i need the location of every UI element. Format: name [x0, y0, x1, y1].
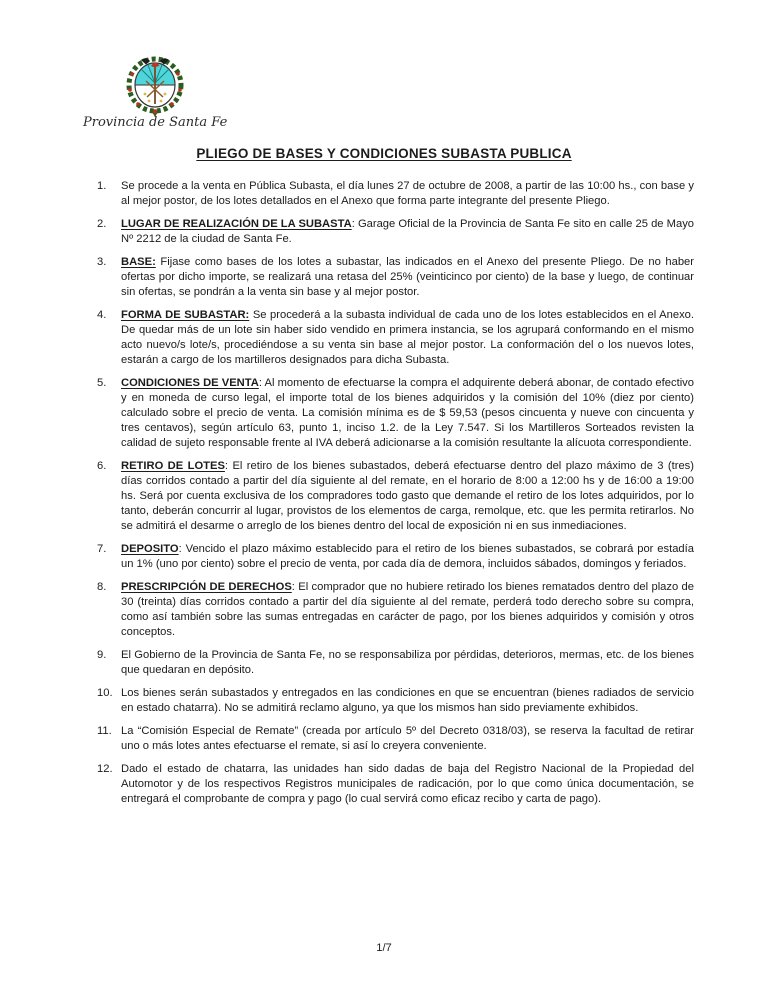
list-item-3 — [97, 255, 694, 300]
item-number: 5. — [97, 377, 107, 389]
page-number: 1/7 — [376, 942, 392, 954]
coat-of-arms-icon — [124, 56, 186, 118]
item-number: 4. — [97, 309, 107, 321]
item-label: DEPOSITO — [121, 543, 179, 555]
item-separator: : — [351, 218, 358, 230]
item-number: 7. — [97, 543, 107, 555]
item-paragraph: Se procede a la venta en Pública Subasta, el día lunes 27 de octubre de 2008, a partir de las 10:00 hs., con base y al mejor postor, de los lotes detallados en el Anexo que forma parte integrante del presente Pliego. — [121, 180, 694, 207]
item-paragraph: Al momento de efectuarse la compra el adquirente deberá abonar, de contado efectivo y en moneda de curso legal, el importe total de los bienes adquiridos y la comisión del 10% (diez por ciento) calculado sobre el precio de venta. La comisión mínima es de $ 59,53 (pesos cincuenta y nueve con cincuenta y tres centavos), según artículo 63, punto 1, inciso 1.2. de la Ley 7.547. Si los Martilleros Sorteados revisten la calidad de sujeto responsable frente al IVA deberá adicionarse a la comisión resultante la alícuota correspondiente. — [121, 377, 694, 449]
item-text — [121, 255, 694, 300]
item-paragraph: El comprador que no hubiere retirado los bienes rematados dentro del plazo de 30 (treinta) días corridos contado a partir del día siguiente al del remate, perderá todo derecho sobre su compra, como así también sobre las sumas entregadas en carácter de pago, por los bienes adquiridos y comisión y otros conceptos. — [121, 581, 694, 638]
list-item-9 — [97, 648, 694, 678]
list-item-1 — [97, 179, 694, 209]
list-item-10 — [97, 686, 694, 716]
item-label: BASE: — [121, 256, 156, 268]
item-text — [121, 217, 694, 247]
item-number: 9. — [97, 649, 107, 661]
item-paragraph: Dado el estado de chatarra, las unidades han sido dadas de baja del Registro Nacional de la Propiedad del Automotor y de los respectivos Registros municipales de radicación, por lo que como única documentación, se entregará el comprobante de compra y pago (lo cual servirá como eficaz recibo y carta de pago). — [121, 763, 694, 805]
item-number: 1. — [97, 180, 107, 192]
item-separator: : — [224, 460, 233, 472]
item-paragraph: El Gobierno de la Provincia de Santa Fe, no se responsabiliza por pérdidas, deterioros, mermas, etc. de los bienes que quedaran en depósito. — [121, 649, 694, 676]
item-text — [121, 179, 694, 209]
item-label: LUGAR DE REALIZACIÓN DE LA SUBASTA — [121, 218, 352, 230]
item-text — [121, 542, 694, 572]
item-text — [121, 376, 694, 451]
list-item-8 — [97, 580, 694, 640]
list-item-6 — [97, 459, 694, 534]
item-number: 6. — [97, 460, 107, 472]
item-paragraph: Garage Oficial de la Provincia de Santa Fe sito en calle 25 de Mayo Nº 2212 de la ciudad de Santa Fe. — [121, 218, 695, 245]
item-paragraph: El retiro de los bienes subastados, deberá efectuarse dentro del plazo máximo de 3 (tres) días corridos contado a partir del día siguiente al del remate, en el horario de 8:00 a 12:00 hs y de 16:00 a 19:00 hs. Será por cuenta exclusiva de los compradores todo gasto que demande el retiro de los lotes adquiridos, por lo tanto, deberán concurrir al lugar, provistos de los elementos de carga, remolque, etc. que les permita retirarlos. No se admitirá el desarme o arreglo de los bienes dentro del local de exposición ni en sus inmediaciones. — [121, 460, 694, 532]
page-title: PLIEGO DE BASES Y CONDICIONES SUBASTA PUBLICA — [196, 146, 572, 161]
item-label: CONDICIONES DE VENTA — [121, 377, 259, 389]
provincia-logo-block — [83, 56, 227, 130]
list-item-12 — [97, 762, 694, 807]
logo-caption: Provincia de Santa Fe — [83, 115, 228, 130]
list-item-5 — [97, 376, 694, 451]
item-number: 2. — [97, 218, 107, 230]
item-number: 8. — [97, 581, 107, 593]
item-text — [121, 459, 694, 534]
item-separator: : — [258, 377, 265, 389]
item-number: 3. — [97, 256, 107, 268]
item-number: 10. — [97, 687, 113, 699]
item-paragraph: Vencido el plazo máximo establecido para el retiro de los bienes subastados, se cobrará por estadía un 1% (uno por ciento) sobre el precio de venta, por cada día de demora, incluidos sábados, domingos y feriados. — [121, 543, 694, 570]
list-item-7 — [97, 542, 694, 572]
item-paragraph: Fijase como bases de los lotes a subastar, las indicados en el Anexo del presente Pliego. De no haber ofertas por dicho importe, se realizará una retasa del 25% (veinticinco por ciento) de la base y luego, de continuar sin ofertas, se pondrán a la venta sin base y al mejor postor. — [121, 256, 694, 298]
item-label: RETIRO DE LOTES — [121, 460, 225, 472]
list-item-4 — [97, 308, 694, 368]
list-item-11 — [97, 724, 694, 754]
item-text — [121, 724, 694, 754]
item-text — [121, 580, 694, 640]
item-text — [121, 762, 694, 807]
clauses-list — [0, 179, 768, 807]
item-paragraph: Los bienes serán subastados y entregados en las condiciones en que se encuentran (bienes radiados de servicio en estado chatarra). No se admitirá reclamo alguno, ya que los mismos han sido previamente exhibidos. — [121, 687, 694, 714]
item-number: 12. — [97, 763, 113, 775]
item-separator: : — [291, 581, 299, 593]
item-text — [121, 686, 694, 716]
item-paragraph: La “Comisión Especial de Remate” (creada por artículo 5º del Decreto 0318/03), se reserva la facultad de retirar uno o más lotes antes efectuarse el remate, si así lo creyera conveniente. — [121, 725, 694, 752]
item-separator: : — [178, 543, 186, 555]
item-text — [121, 648, 694, 678]
item-paragraph: Se procederá a la subasta individual de cada uno de los lotes establecidos en el Anexo. De quedar más de un lote sin haber sido vendido en primera instancia, se los agrupará conformando en el mismo acto nuevo/s lote/s, procediéndose a su venta sin base al mejor postor. La conformación del o los nuevos lotes, estarán a cargo de los martilleros designados para dicha Subasta. — [121, 309, 695, 366]
item-label: FORMA DE SUBASTAR: — [121, 309, 250, 321]
item-text — [121, 308, 694, 368]
item-number: 11. — [97, 725, 112, 737]
list-item-2 — [97, 217, 694, 247]
item-label: PRESCRIPCIÓN DE DERECHOS — [121, 581, 292, 593]
